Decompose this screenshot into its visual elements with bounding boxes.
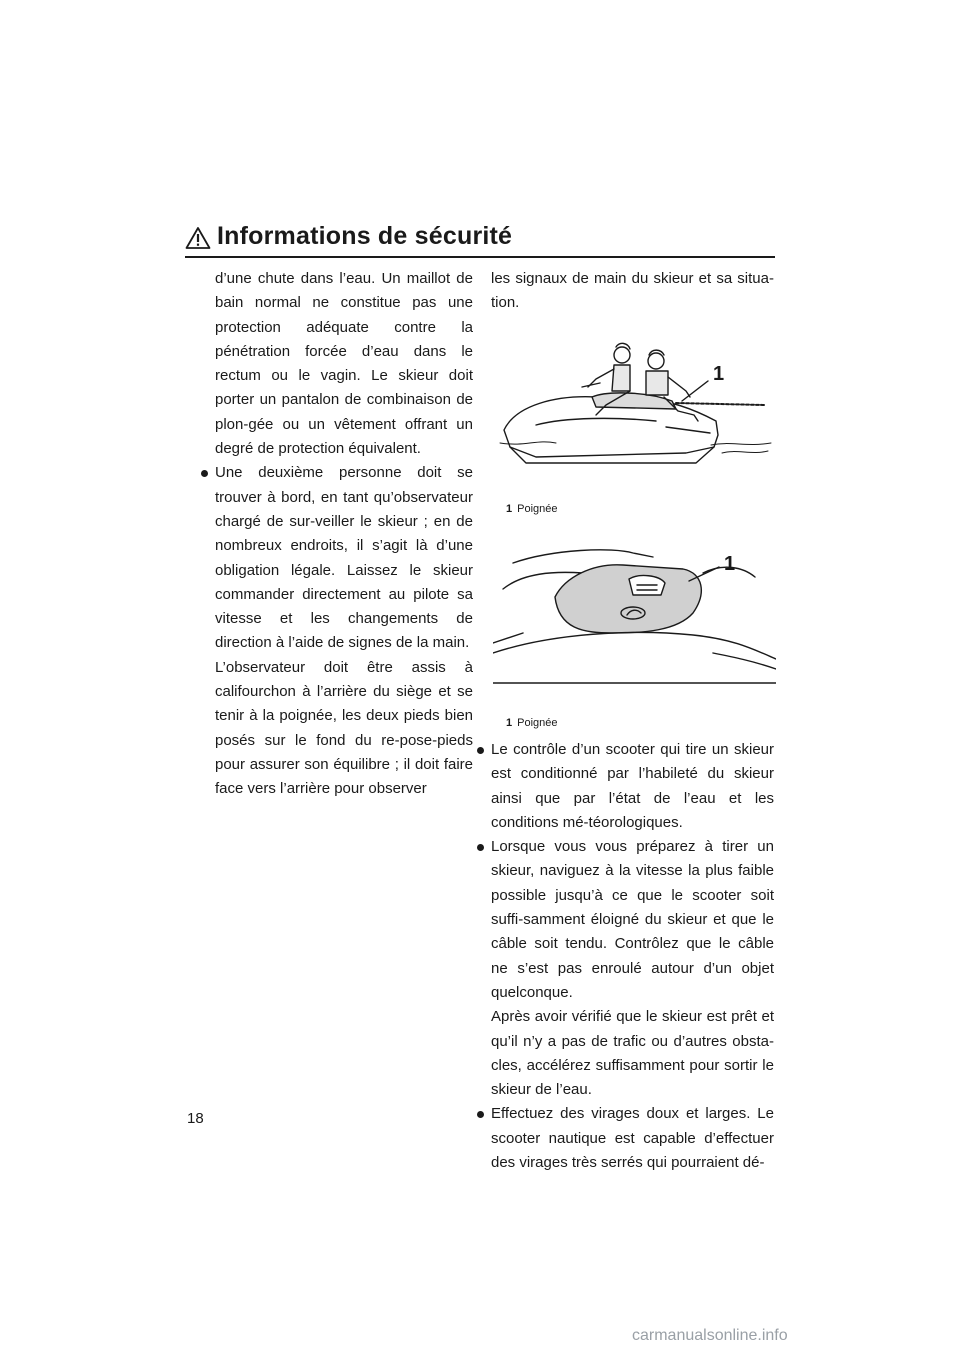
bullet-item [491,835,774,1005]
bullet-item [215,461,473,655]
caption-text: Poignée [517,717,558,729]
page-header [185,222,775,258]
figure-2-caption [506,717,558,729]
bullet-dot-icon [477,747,484,754]
caption-number: 1 [506,717,513,729]
bullet-text: Lorsque vous vous préparez à tirer un skieur, naviguez à la vitesse la plus faible possible jusqu’à ce que le scooter soit suffi-samment éloigné du skieur et que le câble soit tendu. Contrôlez que le câble ne s’est pas enroulé autour d’un objet quelconque. [491,838,774,1001]
page-title: Informations de sécurité [217,222,513,250]
page-number: 18 [187,1110,204,1127]
right-column-bullets [491,738,774,1175]
right-column-intro [491,267,774,316]
figure-2-callout: 1 [724,553,736,575]
caption-number: 1 [506,503,513,515]
caption-text: Poignée [517,503,558,515]
bullet-dot-icon [477,844,484,851]
bullet-dot-icon [201,470,208,477]
bullet-text: Une deuxième personne doit se trouver à bord, en tant qu’observateur chargé de sur-veiller le skieur ; en de nombreux endroits, il s’agit là d’une obligation légale. Laissez le skieur commander directement au pilote sa vitesse et les changements de direction à l’aide de signes de la main. [215,464,473,652]
bullet-continuation: L’observateur doit être assis à califourchon à l’arrière du siège et se tenir à la poignée, les deux pieds bien posés sur le fond du re-pose-pieds pour assurer son équilibre ; il doit faire face vers l’arrière pour observer [215,658,473,798]
bullet-dot-icon [477,1111,484,1118]
bullet-item [491,1102,774,1175]
bullet-text: Le contrôle d’un scooter qui tire un skieur est conditionné par l’habileté du skieur ainsi que par l’état de l’eau et les conditions mé-téorologiques. [491,741,774,831]
bullet-item [491,738,774,835]
bullet-text: Effectuez des virages doux et larges. Le scooter nautique est capable d’effectuer des virages très serrés qui pourraient dé- [491,1105,774,1172]
left-column [215,267,473,802]
figure-1-caption [506,503,558,515]
warning-triangle-icon [185,226,211,250]
continued-paragraph-right: les signaux de main du skieur et sa situa-tion. [491,270,774,312]
bullet-continuation: Après avoir vérifié que le skieur est prêt et qu’il n’y a pas de trafic ou d’autres obsta-cles, accélérez suffisamment pour sortir le skieur de l’eau. [491,1008,774,1099]
figure-watercraft-towing [496,335,776,475]
header-rule [185,256,775,258]
figure-1-callout: 1 [713,363,725,385]
watermark: carmanualsonline.info [632,1327,788,1344]
continued-paragraph: d’une chute dans l’eau. Un maillot de bain normal ne constitue pas une protection adéquate contre la pénétration forcée d’eau dans le rectum ou le vagin. Le skieur doit porter un pantalon de combinaison de plon-gée ou un vêtement offrant un degré de protection équivalent. [215,270,473,458]
